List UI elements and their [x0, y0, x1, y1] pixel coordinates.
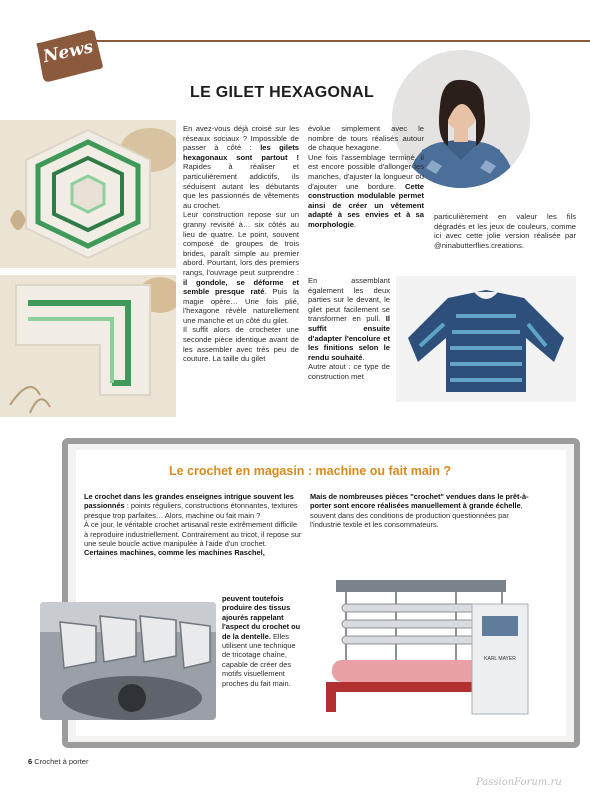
- text-run: .: [353, 219, 357, 229]
- paragraph: [183, 124, 299, 210]
- box-right-column: [310, 492, 532, 552]
- hexagon-motif-photo: [0, 120, 176, 268]
- article-column-2a: [308, 124, 424, 270]
- text-run: En avez-vous déjà croisé sur les réseaux sociaux ? Impossible de passer à côté :: [183, 124, 299, 153]
- text-run: À ce jour, le véritable crochet artisanal reste extrêmement difficile à reproduire industriellement. Contrairement au tricot, il repose sur une seule boucle active manipulée à l'aide d'un crochet.: [84, 520, 302, 549]
- text-run: En assemblant également les deux parties sur le devant, le gilet peut facilement se transformer en pull.: [308, 276, 390, 324]
- paragraph: [84, 492, 302, 520]
- knitting-machine-closeup-photo: [40, 602, 216, 720]
- watermark: PassionForum.ru: [476, 777, 562, 788]
- text-run: , souvent dans des conditions de production questionnées par l'industrie textile et les consommateurs.: [310, 501, 523, 530]
- paragraph: [84, 520, 302, 548]
- bold-text-run: Il suffit ensuite d'adapter l'encolure et les finitions selon le rendu souhaité: [308, 314, 390, 362]
- box-left-column: [84, 492, 302, 598]
- paragraph: [310, 492, 532, 530]
- article-title: LE GILET HEXAGONAL: [190, 84, 375, 101]
- pullover-photo: [396, 276, 576, 402]
- text-run: Autre atout : ce type de construction met: [308, 362, 390, 381]
- header-rule: [80, 40, 590, 42]
- text-run: évolue simplement avec le nombre de tours réalisés autour de chaque hexagone.: [308, 124, 424, 153]
- paragraph: [434, 212, 576, 250]
- text-run: particulièrement en valeur les fils dégradés et les jeux de couleurs, comme ici avec cette jolie version réalisée par @ninabutterflies.creations.: [434, 212, 576, 250]
- text-run: Il suffit alors de crocheter une seconde pièce identique avant de les assembler avec très peu de couture. La taille du gilet: [183, 325, 299, 364]
- bold-text-run: les gilets hexagonaux sont partout !: [183, 143, 300, 162]
- text-run: .: [362, 352, 365, 362]
- paragraph: [183, 325, 299, 363]
- folded-hexagon-photo: [0, 275, 176, 417]
- machine-brand-label: KARL MAYER: [484, 656, 516, 662]
- bold-text-run: Certaines machines, comme les machines Raschel,: [84, 548, 265, 558]
- text-run: Une fois l'assemblage terminé, il est encore possible d'allonger les manches, d'ajuster la longueur ou d'ajouter une bordure.: [308, 152, 424, 191]
- box-left-narrow-column: [222, 594, 302, 744]
- sidebar-box-title: Le crochet en magasin : machine ou fait main ?: [168, 464, 451, 478]
- paragraph: [308, 276, 390, 362]
- magazine-name: Crochet à porter: [34, 757, 89, 766]
- text-run: Leur construction repose sur un granny revisité à… six côtés au lieu de quatre. Le point, souvent composé de groupes de trois brides, paraît simple au premier abord. Pourtant, lors des premiers rangs, l'ouvrage peut surprendre :: [183, 210, 299, 277]
- article-column-2b: [308, 276, 390, 416]
- page-footer: [28, 757, 88, 766]
- article-column-3: [434, 212, 576, 272]
- article-column-1: [183, 124, 299, 414]
- bold-text-run: Cette construction modulable permet ainsi de créer un vêtement adapté à ses envies et à sa morphologie: [308, 181, 424, 229]
- bold-text-run: il gondole, se déforme et semble presque raté: [183, 277, 299, 297]
- paragraph: [308, 362, 390, 381]
- paragraph: [308, 124, 424, 153]
- paragraph: [183, 210, 299, 325]
- bold-text-run: peuvent toutefois produire des tissus ajourés rappelant l'aspect du crochet ou de la dentelle.: [222, 594, 301, 641]
- text-run: . Puis la magie opère… Une fois plié, l'hexagone révèle naturellement une manche et un côté du gilet.: [183, 287, 299, 325]
- paragraph: [308, 153, 424, 230]
- bold-text-run: Mais de nombreuses pièces "crochet" vendues dans le prêt-à-porter sont encore réalisées manuellement à grande échelle: [310, 492, 529, 511]
- news-badge: [32, 28, 106, 85]
- paragraph: [84, 548, 302, 557]
- paragraph: [222, 594, 302, 688]
- text-run: Elles utilisent une technique de tricotage chaîne, capable de créer des motifs visuellement proches du fait main.: [222, 631, 296, 688]
- news-badge-label: News: [41, 37, 95, 68]
- bold-text-run: Le crochet dans les grandes enseignes intrigue souvent les passionnés: [84, 492, 294, 511]
- text-run: Rapides à réaliser et particulièrement addictifs, ils séduisent autant les débutants que les passionnés de vêtements au crochet.: [183, 162, 299, 210]
- page-number: 6: [28, 757, 33, 766]
- text-run: : points réguliers, constructions étonnantes, textures presque trop parfaites… Alors, machine ou fait main ?: [84, 501, 298, 520]
- raschel-machine-photo: [306, 564, 550, 718]
